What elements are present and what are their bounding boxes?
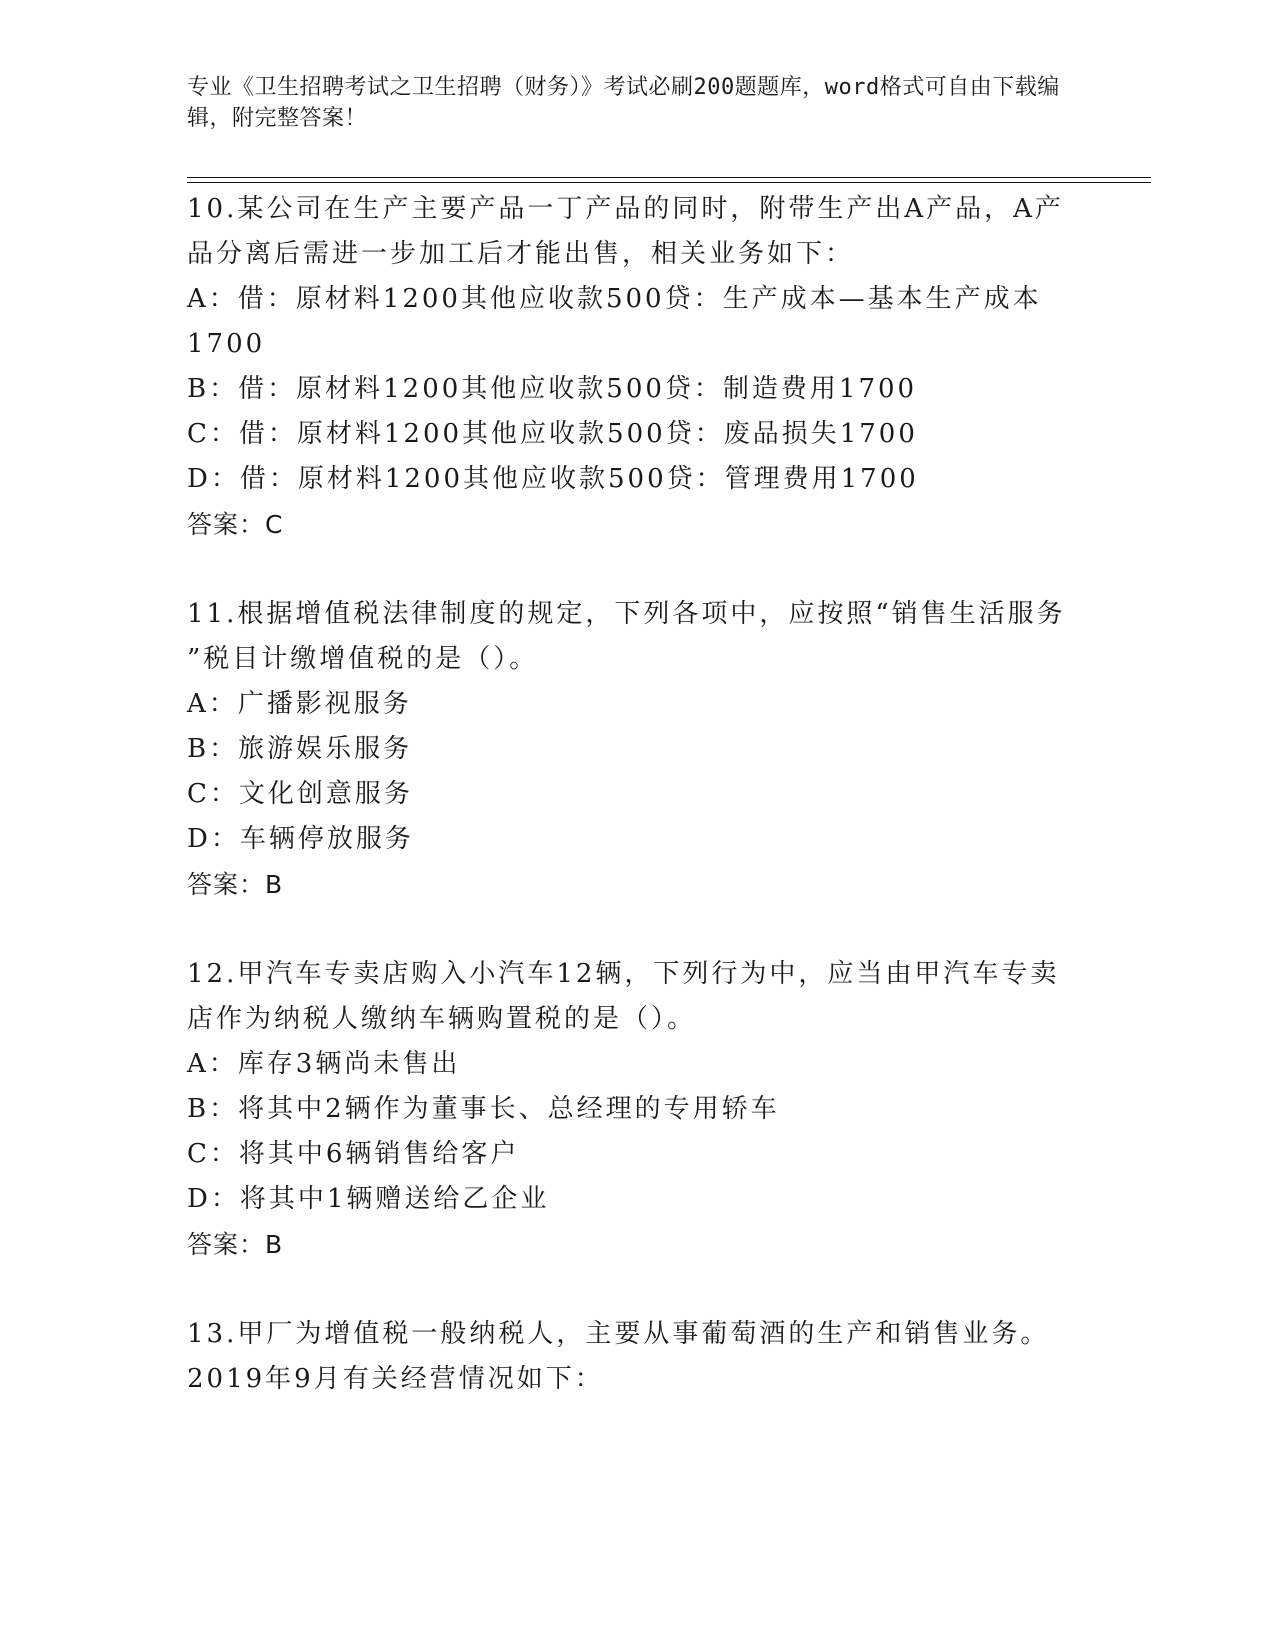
question-stem-line: 11.根据增值税法律制度的规定，下列各项中，应按照“销售生活服务 bbox=[187, 599, 1066, 629]
option-d: D：将其中1辆赠送给乙企业 bbox=[187, 1184, 550, 1214]
question-12 bbox=[187, 952, 1067, 1267]
option-b: B：旅游娱乐服务 bbox=[187, 734, 413, 764]
option-a: A：库存3辆尚未售出 bbox=[187, 1049, 461, 1079]
question-stem-line: 2019年9月有关经营情况如下： bbox=[187, 1364, 604, 1394]
option-c: C：文化创意服务 bbox=[187, 779, 413, 809]
question-list bbox=[187, 187, 1067, 1402]
header-divider-bottom bbox=[187, 182, 1151, 183]
question-13 bbox=[187, 1312, 1067, 1402]
option-a: A：借：原材料1200其他应收款500贷：生产成本—基本生产成本 bbox=[187, 284, 1042, 314]
option-b: B：借：原材料1200其他应收款500贷：制造费用1700 bbox=[187, 374, 918, 404]
question-spacer bbox=[187, 907, 1067, 952]
answer: 答案：C bbox=[187, 510, 284, 539]
option-b: B：将其中2辆作为董事长、总经理的专用轿车 bbox=[187, 1094, 780, 1124]
question-stem-line: 品分离后需进一步加工后才能出售，相关业务如下： bbox=[187, 239, 855, 269]
question-stem-line: 店作为纳税人缴纳车辆购置税的是（）。 bbox=[187, 1004, 697, 1034]
question-stem-line: 10.某公司在生产主要产品一丁产品的同时，附带生产出A产品，A产 bbox=[187, 194, 1064, 224]
question-stem-line: 13.甲厂为增值税一般纳税人，主要从事葡萄酒的生产和销售业务。 bbox=[187, 1319, 1050, 1349]
header-text: 专业《卫生招聘考试之卫生招聘（财务）》考试必刷200题题库，word格式可自由下载编辑，附完整答案！ bbox=[187, 75, 1060, 131]
option-d: D：车辆停放服务 bbox=[187, 824, 414, 854]
option-d: D：借：原材料1200其他应收款500贷：管理费用1700 bbox=[187, 464, 919, 494]
header-divider-top bbox=[187, 177, 1151, 178]
option-a: A：广播影视服务 bbox=[187, 689, 412, 719]
document-header bbox=[187, 72, 1067, 134]
question-stem-line: ”税目计缴增值税的是（）。 bbox=[187, 644, 539, 674]
option-a-continuation: 1700 bbox=[187, 329, 266, 359]
question-11 bbox=[187, 592, 1067, 907]
question-spacer bbox=[187, 1267, 1067, 1312]
answer: 答案：B bbox=[187, 870, 284, 899]
question-spacer bbox=[187, 547, 1067, 592]
option-c: C：借：原材料1200其他应收款500贷：废品损失1700 bbox=[187, 419, 918, 449]
option-c: C：将其中6辆销售给客户 bbox=[187, 1139, 520, 1169]
question-stem-line: 12.甲汽车专卖店购入小汽车12辆，下列行为中，应当由甲汽车专卖 bbox=[187, 959, 1060, 989]
answer: 答案：B bbox=[187, 1230, 284, 1259]
question-10 bbox=[187, 187, 1067, 547]
